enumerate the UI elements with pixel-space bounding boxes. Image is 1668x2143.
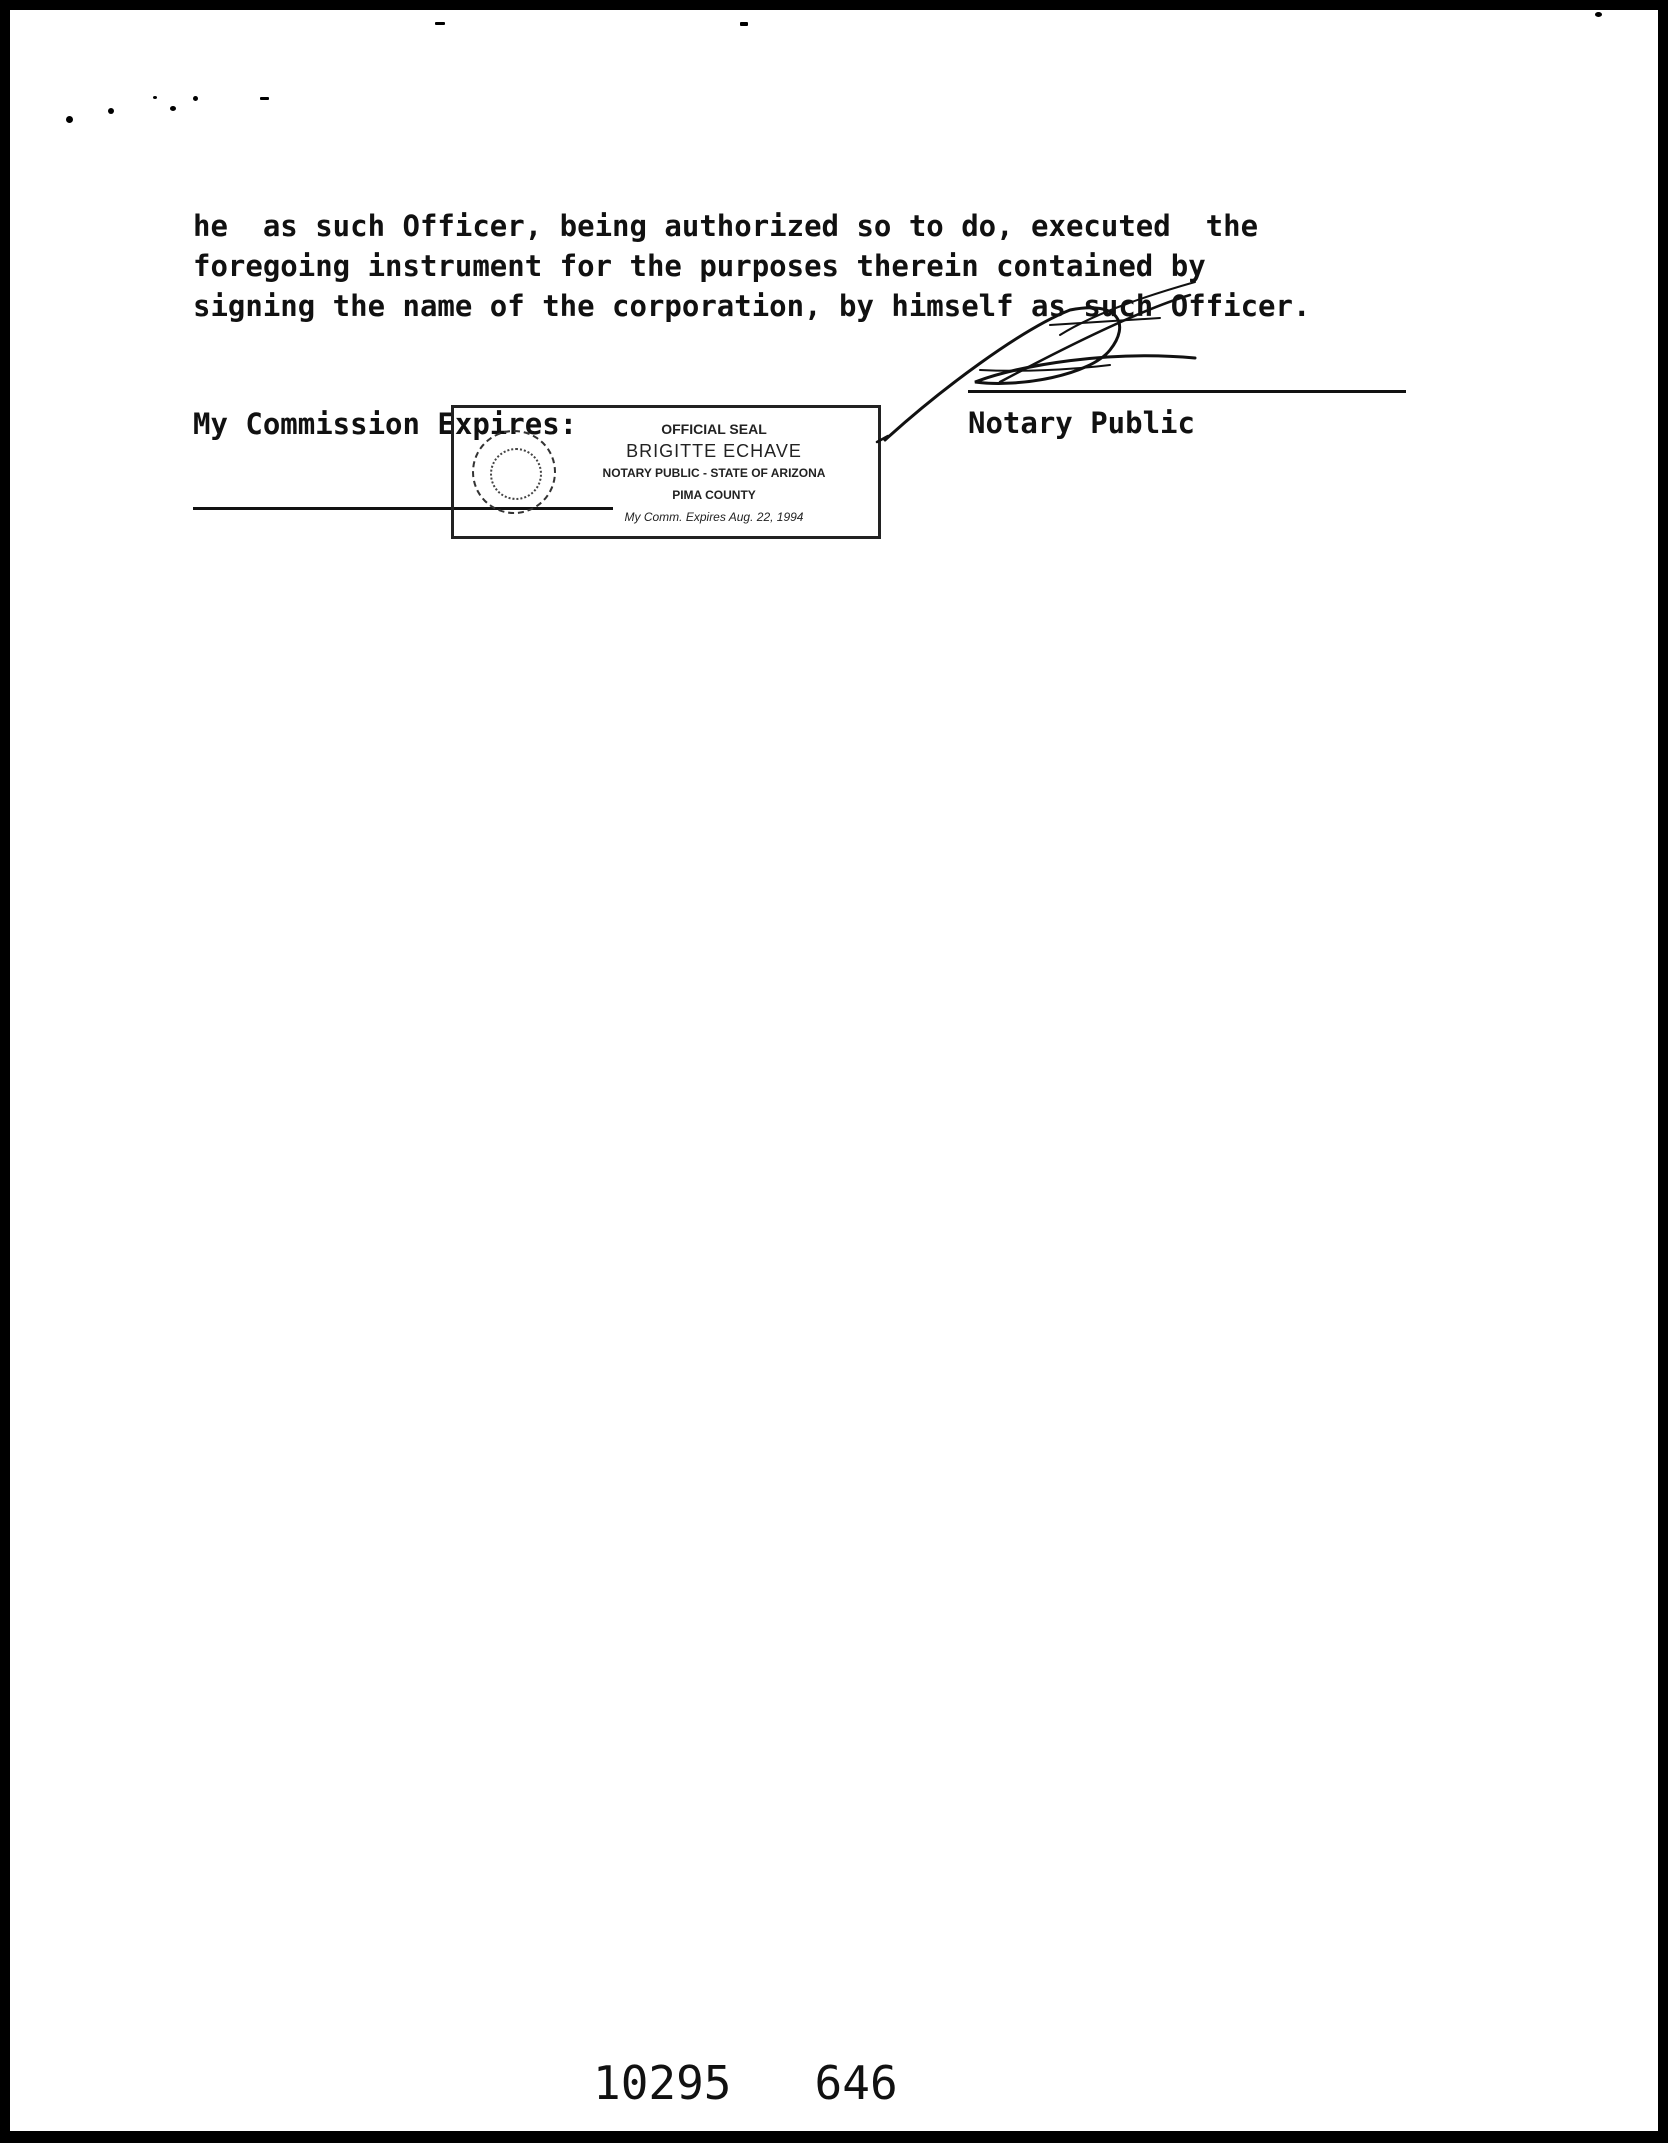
notary-acknowledgment-text xyxy=(193,206,1310,326)
notary-signature-line xyxy=(968,390,1406,393)
seal-notary-name: BRIGITTE ECHAVE xyxy=(626,441,802,461)
scan-speck xyxy=(153,96,157,99)
scan-speck xyxy=(66,116,73,123)
seal-county: PIMA COUNTY xyxy=(672,488,756,502)
seal-text-block xyxy=(554,418,874,528)
seal-notary-state: NOTARY PUBLIC - STATE OF ARIZONA xyxy=(602,466,826,480)
state-seal-emblem-icon xyxy=(472,430,556,514)
scan-speck xyxy=(740,22,748,26)
scan-speck xyxy=(260,97,269,100)
scan-speck xyxy=(108,108,114,114)
scan-speck xyxy=(193,96,198,101)
body-line: foregoing instrument for the purposes therein contained by xyxy=(193,249,1206,283)
scan-speck xyxy=(170,106,176,111)
document-control-number: 10295 646 xyxy=(593,2056,898,2110)
document-page xyxy=(10,10,1658,2131)
scan-speck xyxy=(1595,12,1602,17)
seal-expiration: My Comm. Expires Aug. 22, 1994 xyxy=(624,510,804,524)
body-line: signing the name of the corporation, by himself as such Officer. xyxy=(193,289,1311,323)
body-line: he as such Officer, being authorized so to do, executed the xyxy=(193,209,1259,243)
notary-public-label: Notary Public xyxy=(968,406,1195,440)
seal-title: OFFICIAL SEAL xyxy=(661,421,767,437)
official-notary-seal-stamp xyxy=(451,405,881,539)
commission-expires-label: My Commission Expires: xyxy=(193,407,578,441)
scan-speck xyxy=(435,22,445,25)
